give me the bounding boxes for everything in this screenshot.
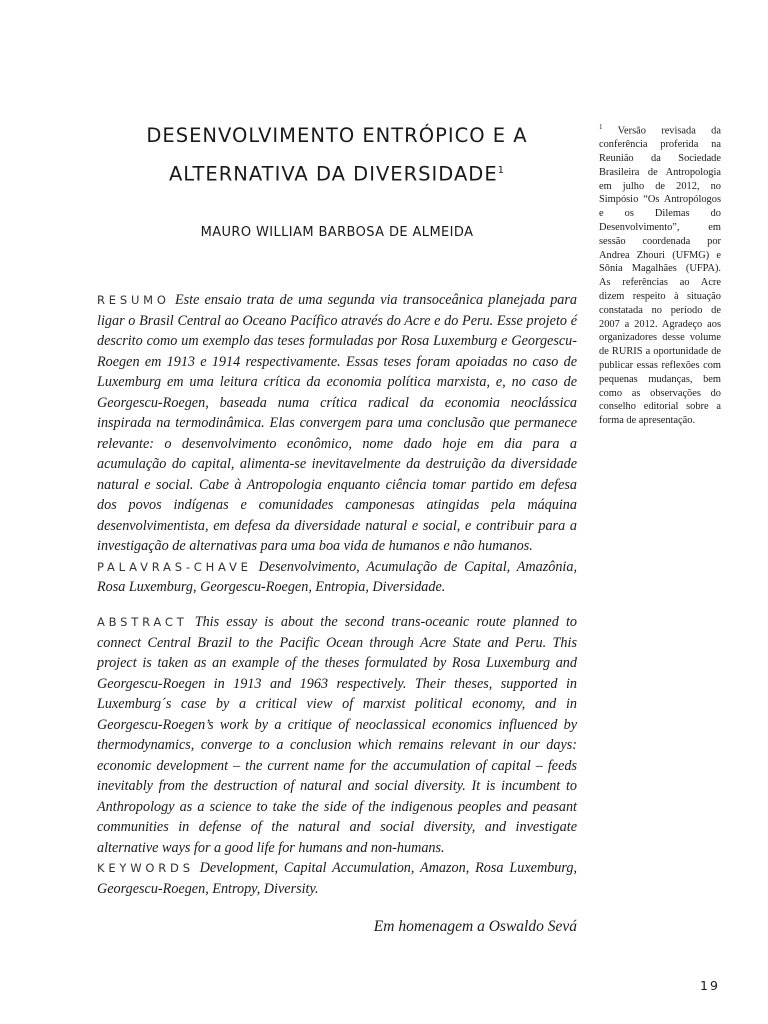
author-name: MAURO WILLIAM BARBOSA DE ALMEIDA [200,225,474,240]
dedication: Em homenagem a Oswaldo Sevá [373,918,577,935]
page-number: 19 [700,978,720,993]
title-line-1: DESENVOLVIMENTO ENTRÓPICO E A [146,124,528,147]
footnote-marker: 1 [599,123,603,131]
palavras-chave-label: PALAVRAS-CHAVE [97,559,252,574]
footnote-text: Versão revisada da conferência proferida na Reunião da Sociedade Brasileira de Antropologia em julho de 2012, no Simpósio “Os Antropólogos e os Dilemas do Desenvolvimento”, em sessão coordenada por Andrea Zhouri (UFMG) e Sônia Magalhães (UFPA). As referências ao Acre dizem respeito à situação constatada no período de 2007 a 2012. Agradeço aos organizadores desse volume de RURIS a oportunidade de publicar essas reflexões com pequenas mudanças, bem como as observações do conselho editorial sobre a forma de apresentação. [599,125,721,427]
resumo-section [97,290,577,598]
article-title [97,118,577,192]
abstract-text: This essay is about the second trans-oceanic route planned to connect Central Brazil to the Pacific Ocean through Acre State and Peru. This project is taken as an example of the theses formulated by Rosa Luxemburg and Georgescu-Roegen in 1913 and 1963 respectively. Their theses, supported in Luxemburg´s case by a critical view of marxist political economy, and in Georgescu-Roegen’s work by a critique of neoclassical economics influenced by thermodynamics, converge to a conclusion which remains relevant in our days: economic development – the current name for the accumulation of capital – feeds inevitably from the destruction of natural and social diversity. It is incumbent to Anthropology as a science to take the side of the indigenous peoples and peasant communities in defense of the natural and social diversity, and investigate alternative ways for a good life for humans and non-humans. [97,614,577,856]
title-footnote-marker: 1 [497,165,506,176]
footnote [599,121,721,428]
resumo-text: Este ensaio trata de uma segunda via transoceânica planejada para ligar o Brasil Central ao Oceano Pacífico através do Acre e do Peru. Esse projeto é descrito como um exemplo das teses formuladas por Rosa Luxemburg e Georgescu-Roegen em 1913 e 1914 respectivamente. Essas teses foram apoiadas no caso de Luxemburg em uma leitura crítica da economia política marxista, e, no caso de Georgescu-Roegen, baseada numa crítica radical da economia neoclássica inspirada na termodinâmica. Elas convergem para uma conclusão que permanece relevante: o desenvolvimento econômico, nome dado hoje em dia para a acumulação do capital, alimenta-se inevitavelmente da destruição da diversidade natural e social. Cabe à Antropologia enquanto ciência tomar partido em defesa dos povos indígenas e comunidades camponesas atingidas pela máquina desenvolvimentista, em defesa da diversidade natural e social, e contribuir para a investigação de alternativas para uma boa vida de humanos e não humanos. [97,292,577,554]
keywords-text: Development, Capital Accumulation, Amazon, Rosa Luxemburg, Georgescu-Roegen, Entropy, Diversity. [97,860,578,897]
keywords-label: KEYWORDS [97,861,194,875]
title-line-2 [97,153,577,192]
resumo-label: RESUMO [97,293,170,307]
palavras-chave-text: Desenvolvimento, Acumulação de Capital, Amazônia, Rosa Luxemburg, Georgescu-Roegen, Entropia, Diversidade. [97,558,577,595]
abstract-label: ABSTRACT [97,615,188,629]
abstract-section [97,612,577,899]
title-line-2-text: ALTERNATIVA DA DIVERSIDADE [168,162,498,186]
